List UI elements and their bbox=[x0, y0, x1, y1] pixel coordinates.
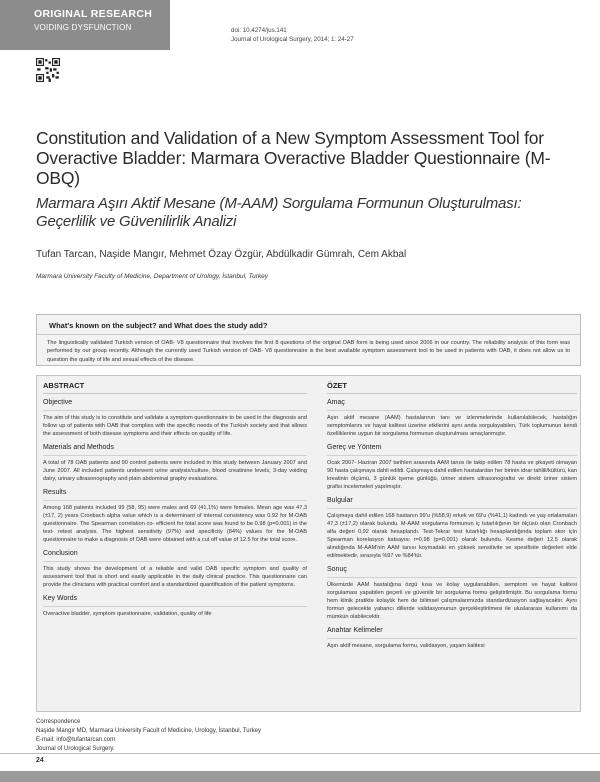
bulgular-text: Çalışmaya dahil edilen 168 hastanın 99'u (%58,9) erkek ve 69'u (%41,1) kadındı ve yaş ortalamaları 47,3 (±17,2) olarak bulundu. M-AAM sorgulama formunun iç tutarlılığının bir ölçüsü olan Cronbach alfa değeri 0,92 olarak hesaplandı. Test-Tekrar test tutarlılığı hesaplandığında toplam skor için Spearman korelasyon katsayısı r=0,98 (p=0,001) olarak bulundu. Kesme değeri 12,5 olarak alındığında M-AAM'nin AAM tanısı koymadaki en yüksek sensitivite ve spesifisite değerleri elde edilmektedir, sırasıyla %97 ve %84'tür. bbox=[327, 513, 577, 559]
doi: doi: 10.4274/jus.141 bbox=[231, 27, 287, 34]
methods-text: A total of 78 OAB patients and 90 control patients were included in this study between January 2007 and June 2007. All included patients underwent urine analysis/culture, blood creatinine levels, 3-day voiding dairy, urinary ultrasonography and plain abdominal graphy evaluations. bbox=[43, 460, 307, 482]
results-text: Among 168 patients included 99 (58, 95) were males and 69 (41,1%) were females. Mean age was 47,3 (±17, 2) years Cronbach alpha value which is a determinant of internal consistency was 0.92 for M-OAB questionnaire. The Spearman correlation co- efficient for total score was found to be 0.98 (p=0.001) in the test- retest analysis. The highest sensitivity (97%) and specificity (84%) values for the M-OAB questionnaire to make a diagnosis of OAB were obtained with a cut off value of 12.5 for the total score. bbox=[43, 505, 307, 543]
keywords-heading: Key Words bbox=[43, 595, 307, 607]
affiliation: Marmara University Faculty of Medicine, Department of Urology, İstanbul, Turkey bbox=[36, 273, 269, 280]
paper-title: Constitution and Validation of a New Symptom Assessment Tool for Overactive Bladder: Marmara Overactive Bladder Questionnaire (M-OBQ) bbox=[36, 128, 551, 188]
page-number: 24 bbox=[36, 757, 44, 764]
abstract-column-turkish bbox=[327, 382, 577, 656]
correspondence-name: Naşide Mangır MD, Marmara University Facult of Medicine, Urology, İstanbul, Turkey bbox=[36, 728, 261, 734]
amac-heading: Amaç bbox=[327, 399, 577, 411]
correspondence-journal: Journal of Urological Surgery. bbox=[36, 746, 115, 752]
known-box bbox=[36, 314, 581, 366]
sonuc-text: Ülkemizde AAM hastalığına özgü kısa ve kolay uygulanabilen, semptom ve hayat kalitesi sorgulaması yapabilen geçerli ve güvenilir bir sorgulama formu geliştirilmiştir. Bu sorgulama formu hem klinik pratikte kolaylık hem de bilimsel çalışmalarımızda standardizasyon sağlayacaktır. Aynı formun gelecekte yabancı dillerde validasyonunun gerçekleştirilmesi ile uluslararası kullanımı da mümkün olabilecektir. bbox=[327, 582, 577, 620]
conclusion-text: This study shows the development of a reliable and valid OAB specific symptom and quality of assessment tool that is short and easily applicable in the daily clinical practice. This questionnaire can provide the clinicians with practical comfort and a standardized quantification of the patient symptoms. bbox=[43, 566, 307, 588]
methods-heading: Materials and Methods bbox=[43, 444, 307, 456]
objective-text: The aim of this study is to constitute and validate a symptom questionnaire to be used in the diagnosis and follow up of patients with OAB that complies with the specific needs of the Turkish society and that allows the assessment of both disease symptoms and their effects on quality of life. bbox=[43, 415, 307, 437]
ozet-heading: ÖZET bbox=[327, 382, 577, 394]
keywords-text: Overactive bladder, symptom questionnaire, validation, quality of life bbox=[43, 611, 212, 617]
footer-divider bbox=[0, 753, 600, 754]
correspondence-block bbox=[36, 718, 576, 754]
paper-title-turkish: Marmara Aşırı Aktif Mesane (M-AAM) Sorgulama Formunun Oluşturulması: Geçerlilik ve Güvenilirlik Analizi bbox=[36, 195, 522, 230]
section-sublabel: VOIDING DYSFUNCTION bbox=[34, 23, 132, 32]
anahtar-text: Aşırı aktif mesane, sorgulama formu, validasyon, yaşam kalitesi bbox=[327, 643, 485, 649]
anahtar-heading: Anahtar Kelimeler bbox=[327, 627, 577, 639]
correspondence-heading: Correspondence bbox=[36, 719, 81, 725]
bulgular-heading: Bulgular bbox=[327, 497, 577, 509]
known-box-title: What's known on the subject? and What does the study add? bbox=[37, 321, 580, 335]
correspondence-email: E-mail: info@tufantarcan.com bbox=[36, 737, 116, 743]
section-label: ORIGINAL RESEARCH bbox=[34, 8, 153, 20]
authors: Tufan Tarcan, Naşide Mangır, Mehmet Özay Özgür, Abdülkadir Gümrah, Cem Akbal bbox=[36, 249, 407, 260]
objective-heading: Objective bbox=[43, 399, 307, 411]
abstract-box bbox=[36, 375, 581, 712]
yontem-text: Ocak 2007- Haziran 2007 tarihleri arasında AAM tanısı ile takip edilen 78 hasta ve şikayeti olmayan 90 hasta çalışmaya dahil edildi. Çalışmaya dahil edilen hastalardan her birinin idrar tahlili/kültürü, kan kreatinin ölçümü, 3 günlük işeme günlüğü, üriner sistem ultrasonografisi ve direkt üriner sistem grafisi incelemeleri yapılmıştır. bbox=[327, 460, 577, 490]
results-heading: Results bbox=[43, 489, 307, 501]
yontem-heading: Gereç ve Yöntem bbox=[327, 444, 577, 456]
doi-block bbox=[231, 26, 354, 44]
abstract-heading: ABSTRACT bbox=[43, 382, 307, 394]
amac-text: Aşırı aktif mesane (AAM) hastalarının tanı ve izlenmelerinde kullanılabilecek, hastalığın semptomlarını ve hayat kalitesi üzerine etkilerini aynı anda sorgulayabilen, Türk toplumunun kendi özelliklerine uygun bir sorgulama formunun oluşturulması amaçlanmıştır. bbox=[327, 415, 577, 437]
sonuc-heading: Sonuç bbox=[327, 566, 577, 578]
footer-bar bbox=[0, 771, 600, 782]
citation: Journal of Urological Surgery, 2014; 1: 24-27 bbox=[231, 36, 354, 43]
section-banner bbox=[0, 0, 170, 50]
known-box-text: The linguistically validated Turkish version of OAB- V8 questionnaire that involves the first 8 questions of the original OAB form is being used since 2006 in our country. The reliability analysis of this form was performed by our group recently. Although the currently used Turkish version of OAB- V8 questionnaire is the best available symptom assessment tool to be used in patients with OAB, it does not allow us to question the quality of life and sexual effects of the disease. bbox=[47, 340, 570, 363]
qr-code-icon bbox=[36, 58, 60, 82]
abstract-column-english bbox=[43, 382, 307, 624]
conclusion-heading: Conclusion bbox=[43, 550, 307, 562]
